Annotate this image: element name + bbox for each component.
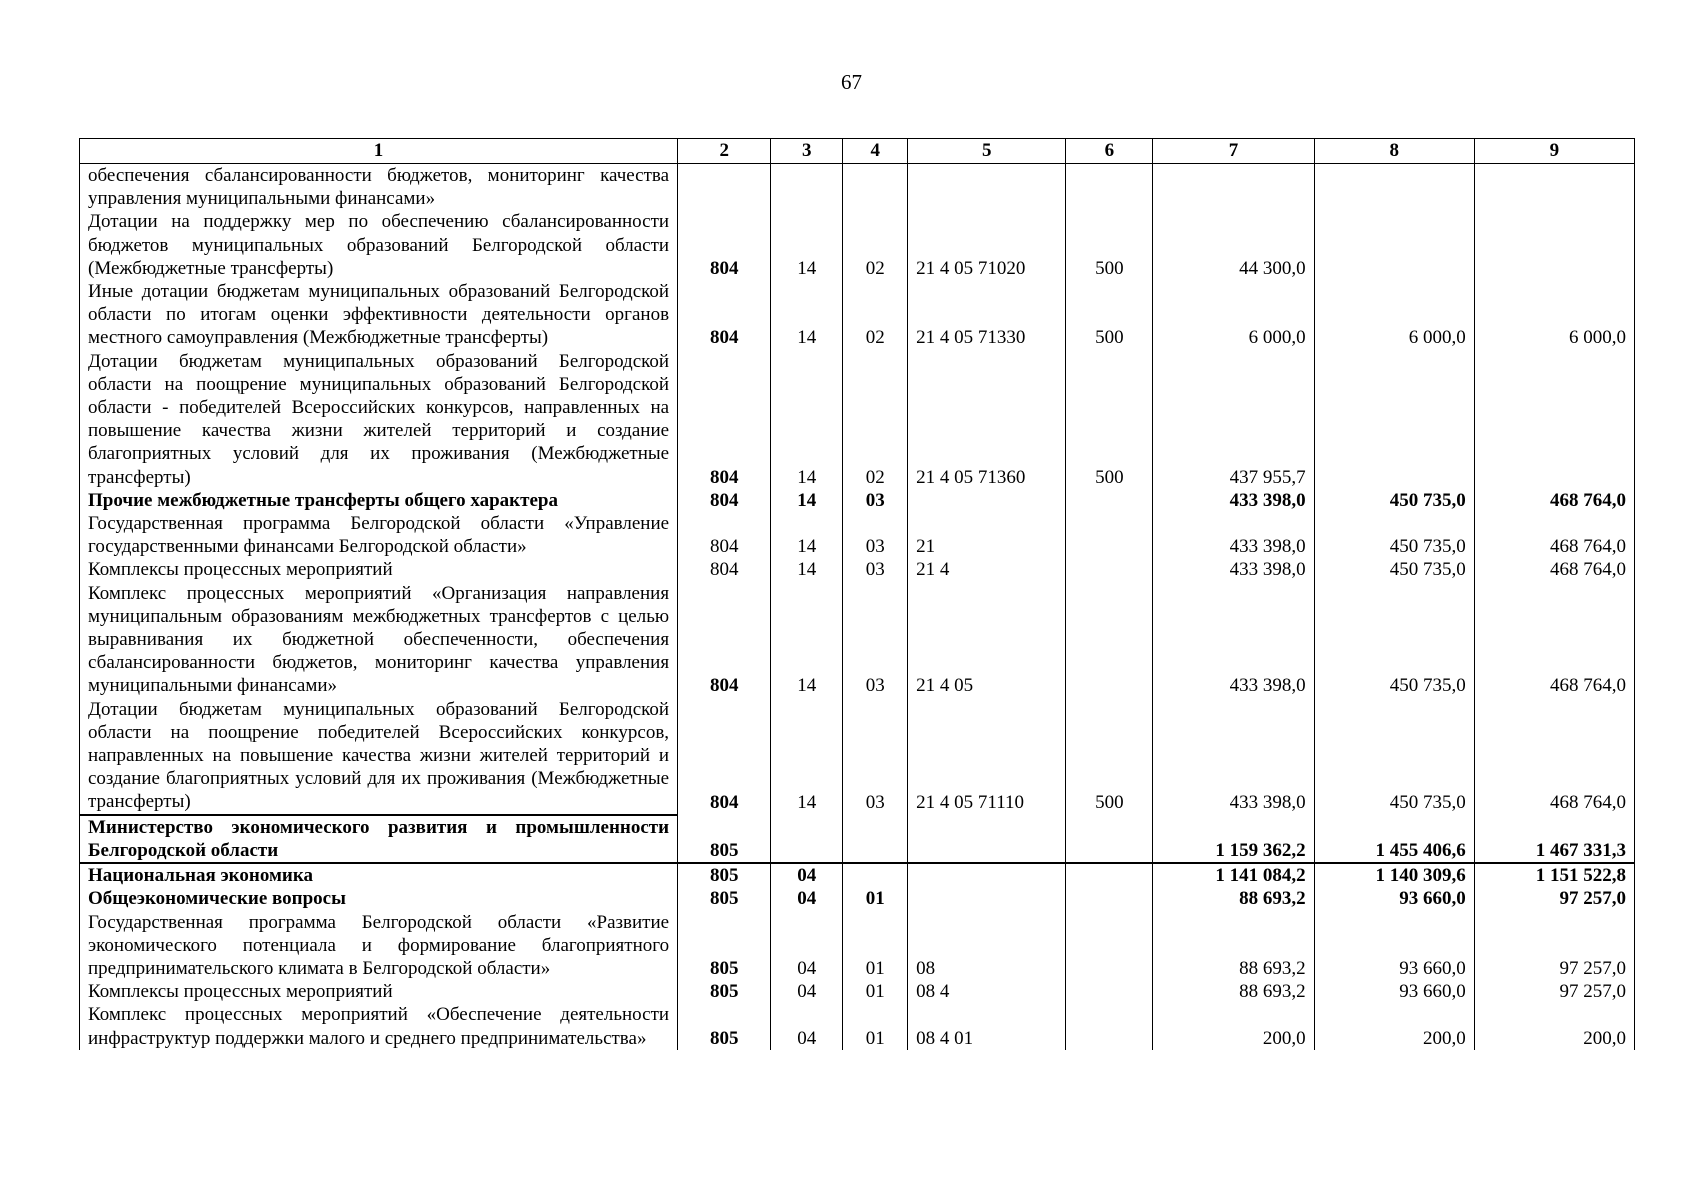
row-code-expense-type (1066, 512, 1153, 558)
row-code-expense-type (1066, 887, 1153, 910)
row-name: Национальная экономика (80, 863, 678, 887)
row-code-expense-type (1066, 980, 1153, 1003)
row-code-subsection (843, 815, 908, 863)
row-amount-year2: 93 660,0 (1314, 887, 1474, 910)
row-name: Государственная программа Белгородской области «Развитие экономического потенциала и формирование благоприятного предпринимательского климата в Белгородской области» (80, 911, 678, 981)
row-code-section: 14 (771, 350, 843, 489)
row-code-subsection: 02 (843, 210, 908, 280)
row-code-article: 21 4 05 71330 (908, 280, 1066, 350)
row-amount-year2: 93 660,0 (1314, 980, 1474, 1003)
row-amount-year3: 1 151 522,8 (1474, 863, 1634, 887)
row-code-article (908, 863, 1066, 887)
budget-table (79, 138, 1635, 1050)
row-code-article: 08 (908, 911, 1066, 981)
row-code-subsection: 03 (843, 698, 908, 815)
table-row (80, 1003, 1635, 1049)
row-code-subsection: 01 (843, 1003, 908, 1049)
row-amount-year3: 468 764,0 (1474, 582, 1634, 698)
row-code-expense-type: 500 (1066, 698, 1153, 815)
row-name: Иные дотации бюджетам муниципальных образований Белгородской области по итогам оценки эффективности деятельности органов местного самоуправления (Межбюджетные трансферты) (80, 280, 678, 350)
row-code-expense-type: 500 (1066, 280, 1153, 350)
row-code-department: 804 (678, 512, 771, 558)
column-header: 3 (771, 139, 843, 164)
row-code-expense-type (1066, 815, 1153, 863)
table-body (80, 164, 1635, 1050)
row-name: Министерство экономического развития и промышленности Белгородской области (80, 815, 678, 863)
row-amount-year1: 44 300,0 (1153, 210, 1314, 280)
row-name: Государственная программа Белгородской области «Управление государственными финансами Белгородской области» (80, 512, 678, 558)
row-code-expense-type (1066, 164, 1153, 211)
row-amount-year2: 450 735,0 (1314, 558, 1474, 581)
row-amount-year3: 1 467 331,3 (1474, 815, 1634, 863)
table-row (80, 582, 1635, 698)
row-amount-year2: 1 140 309,6 (1314, 863, 1474, 887)
row-code-subsection: 01 (843, 911, 908, 981)
row-code-department (678, 164, 771, 211)
row-amount-year2 (1314, 164, 1474, 211)
row-code-department: 804 (678, 582, 771, 698)
row-code-department: 804 (678, 698, 771, 815)
row-code-expense-type: 500 (1066, 350, 1153, 489)
row-code-section: 04 (771, 863, 843, 887)
row-name: Общеэкономические вопросы (80, 887, 678, 910)
table-row (80, 489, 1635, 512)
row-amount-year1: 433 398,0 (1153, 489, 1314, 512)
table-header (80, 139, 1635, 164)
row-amount-year1: 88 693,2 (1153, 911, 1314, 981)
row-code-department: 804 (678, 350, 771, 489)
row-code-department: 804 (678, 210, 771, 280)
row-code-subsection: 01 (843, 980, 908, 1003)
row-amount-year2: 450 735,0 (1314, 489, 1474, 512)
row-code-article (908, 489, 1066, 512)
row-code-section: 14 (771, 512, 843, 558)
row-code-expense-type (1066, 489, 1153, 512)
table-row (80, 887, 1635, 910)
row-code-article: 21 4 05 71110 (908, 698, 1066, 815)
row-code-department: 804 (678, 489, 771, 512)
row-amount-year1 (1153, 164, 1314, 211)
row-amount-year1: 6 000,0 (1153, 280, 1314, 350)
row-amount-year2: 93 660,0 (1314, 911, 1474, 981)
column-header: 7 (1153, 139, 1314, 164)
column-header: 9 (1474, 139, 1634, 164)
row-amount-year3: 6 000,0 (1474, 280, 1634, 350)
row-name: Дотации бюджетам муниципальных образований Белгородской области на поощрение победителей Всероссийских конкурсов, направленных на повышение качества жизни жителей территорий и создание благоприятных условий для их проживания (Межбюджетные трансферты) (80, 698, 678, 815)
row-code-expense-type (1066, 558, 1153, 581)
row-code-section: 14 (771, 280, 843, 350)
row-amount-year2: 6 000,0 (1314, 280, 1474, 350)
row-code-section: 14 (771, 698, 843, 815)
row-amount-year2 (1314, 350, 1474, 489)
row-code-article: 21 4 (908, 558, 1066, 581)
row-code-subsection: 02 (843, 350, 908, 489)
row-name: Комплекс процессных мероприятий «Организация направления муниципальным образованиям межбюджетных трансфертов с целью выравнивания их бюджетной обеспеченности, обеспечения сбалансированности бюджетов, мониторинг качества управления муниципальными финансами» (80, 582, 678, 698)
row-code-section: 14 (771, 210, 843, 280)
row-code-department: 804 (678, 280, 771, 350)
table-row (80, 210, 1635, 280)
row-code-subsection: 03 (843, 489, 908, 512)
row-code-section (771, 815, 843, 863)
row-code-subsection: 03 (843, 558, 908, 581)
row-amount-year1: 1 141 084,2 (1153, 863, 1314, 887)
row-code-article: 08 4 01 (908, 1003, 1066, 1049)
row-code-subsection: 02 (843, 280, 908, 350)
row-amount-year3: 468 764,0 (1474, 512, 1634, 558)
row-amount-year1: 200,0 (1153, 1003, 1314, 1049)
row-amount-year1: 1 159 362,2 (1153, 815, 1314, 863)
row-code-department: 805 (678, 980, 771, 1003)
column-header: 5 (908, 139, 1066, 164)
row-amount-year3: 97 257,0 (1474, 980, 1634, 1003)
row-amount-year1: 433 398,0 (1153, 512, 1314, 558)
row-name: Прочие межбюджетные трансферты общего характера (80, 489, 678, 512)
row-amount-year2: 450 735,0 (1314, 512, 1474, 558)
row-amount-year2: 450 735,0 (1314, 698, 1474, 815)
row-amount-year3: 468 764,0 (1474, 698, 1634, 815)
table-row (80, 815, 1635, 863)
row-code-section: 04 (771, 1003, 843, 1049)
row-amount-year2: 200,0 (1314, 1003, 1474, 1049)
row-code-article: 08 4 (908, 980, 1066, 1003)
row-code-expense-type (1066, 582, 1153, 698)
row-code-section (771, 164, 843, 211)
row-code-section: 04 (771, 911, 843, 981)
row-amount-year3 (1474, 164, 1634, 211)
row-amount-year3 (1474, 350, 1634, 489)
row-code-department: 805 (678, 815, 771, 863)
row-name: Комплексы процессных мероприятий (80, 980, 678, 1003)
row-amount-year3: 468 764,0 (1474, 558, 1634, 581)
row-code-department: 804 (678, 558, 771, 581)
row-code-section: 04 (771, 887, 843, 910)
row-code-subsection (843, 164, 908, 211)
row-code-expense-type (1066, 911, 1153, 981)
row-amount-year3: 97 257,0 (1474, 887, 1634, 910)
row-code-section: 04 (771, 980, 843, 1003)
row-code-subsection: 03 (843, 512, 908, 558)
row-code-expense-type: 500 (1066, 210, 1153, 280)
row-code-article: 21 4 05 (908, 582, 1066, 698)
row-code-department: 805 (678, 887, 771, 910)
table-row (80, 911, 1635, 981)
row-amount-year3: 97 257,0 (1474, 911, 1634, 981)
row-code-department: 805 (678, 863, 771, 887)
row-amount-year1: 433 398,0 (1153, 698, 1314, 815)
row-code-subsection: 01 (843, 887, 908, 910)
row-name: Дотации на поддержку мер по обеспечению сбалансированности бюджетов муниципальных образований Белгородской области (Межбюджетные трансферты) (80, 210, 678, 280)
table-row (80, 863, 1635, 887)
table-row (80, 558, 1635, 581)
row-amount-year2: 1 455 406,6 (1314, 815, 1474, 863)
table-row (80, 164, 1635, 211)
row-amount-year2 (1314, 210, 1474, 280)
row-code-department: 805 (678, 911, 771, 981)
row-amount-year3: 200,0 (1474, 1003, 1634, 1049)
column-header: 8 (1314, 139, 1474, 164)
row-code-article (908, 815, 1066, 863)
row-amount-year1: 433 398,0 (1153, 558, 1314, 581)
row-name: Комплекс процессных мероприятий «Обеспечение деятельности инфраструктур поддержки малого и среднего предпринимательства» (80, 1003, 678, 1049)
row-name: обеспечения сбалансированности бюджетов, мониторинг качества управления муниципальными финансами» (80, 164, 678, 211)
column-header: 6 (1066, 139, 1153, 164)
table-row (80, 512, 1635, 558)
column-header: 1 (80, 139, 678, 164)
row-amount-year3 (1474, 210, 1634, 280)
table-row (80, 980, 1635, 1003)
row-code-section: 14 (771, 558, 843, 581)
column-header: 4 (843, 139, 908, 164)
row-code-subsection: 03 (843, 582, 908, 698)
row-code-article: 21 4 05 71360 (908, 350, 1066, 489)
row-code-department: 805 (678, 1003, 771, 1049)
column-header: 2 (678, 139, 771, 164)
row-code-subsection (843, 863, 908, 887)
row-code-article: 21 4 05 71020 (908, 210, 1066, 280)
row-amount-year3: 468 764,0 (1474, 489, 1634, 512)
row-code-article (908, 164, 1066, 211)
row-code-section: 14 (771, 489, 843, 512)
row-amount-year1: 437 955,7 (1153, 350, 1314, 489)
row-amount-year1: 88 693,2 (1153, 980, 1314, 1003)
row-code-section: 14 (771, 582, 843, 698)
row-name: Комплексы процессных мероприятий (80, 558, 678, 581)
row-code-expense-type (1066, 1003, 1153, 1049)
table-row (80, 350, 1635, 489)
page-number: 67 (841, 70, 862, 94)
table-row (80, 698, 1635, 815)
row-code-expense-type (1066, 863, 1153, 887)
row-name: Дотации бюджетам муниципальных образований Белгородской области на поощрение муниципальных образований Белгородской области - победителей Всероссийских конкурсов, направленных на повышение качества жизни жителей территорий и создание благоприятных условий для их проживания (Межбюджетные трансферты) (80, 350, 678, 489)
table-row (80, 280, 1635, 350)
row-amount-year2: 450 735,0 (1314, 582, 1474, 698)
row-amount-year1: 88 693,2 (1153, 887, 1314, 910)
row-amount-year1: 433 398,0 (1153, 582, 1314, 698)
row-code-article (908, 887, 1066, 910)
row-code-article: 21 (908, 512, 1066, 558)
